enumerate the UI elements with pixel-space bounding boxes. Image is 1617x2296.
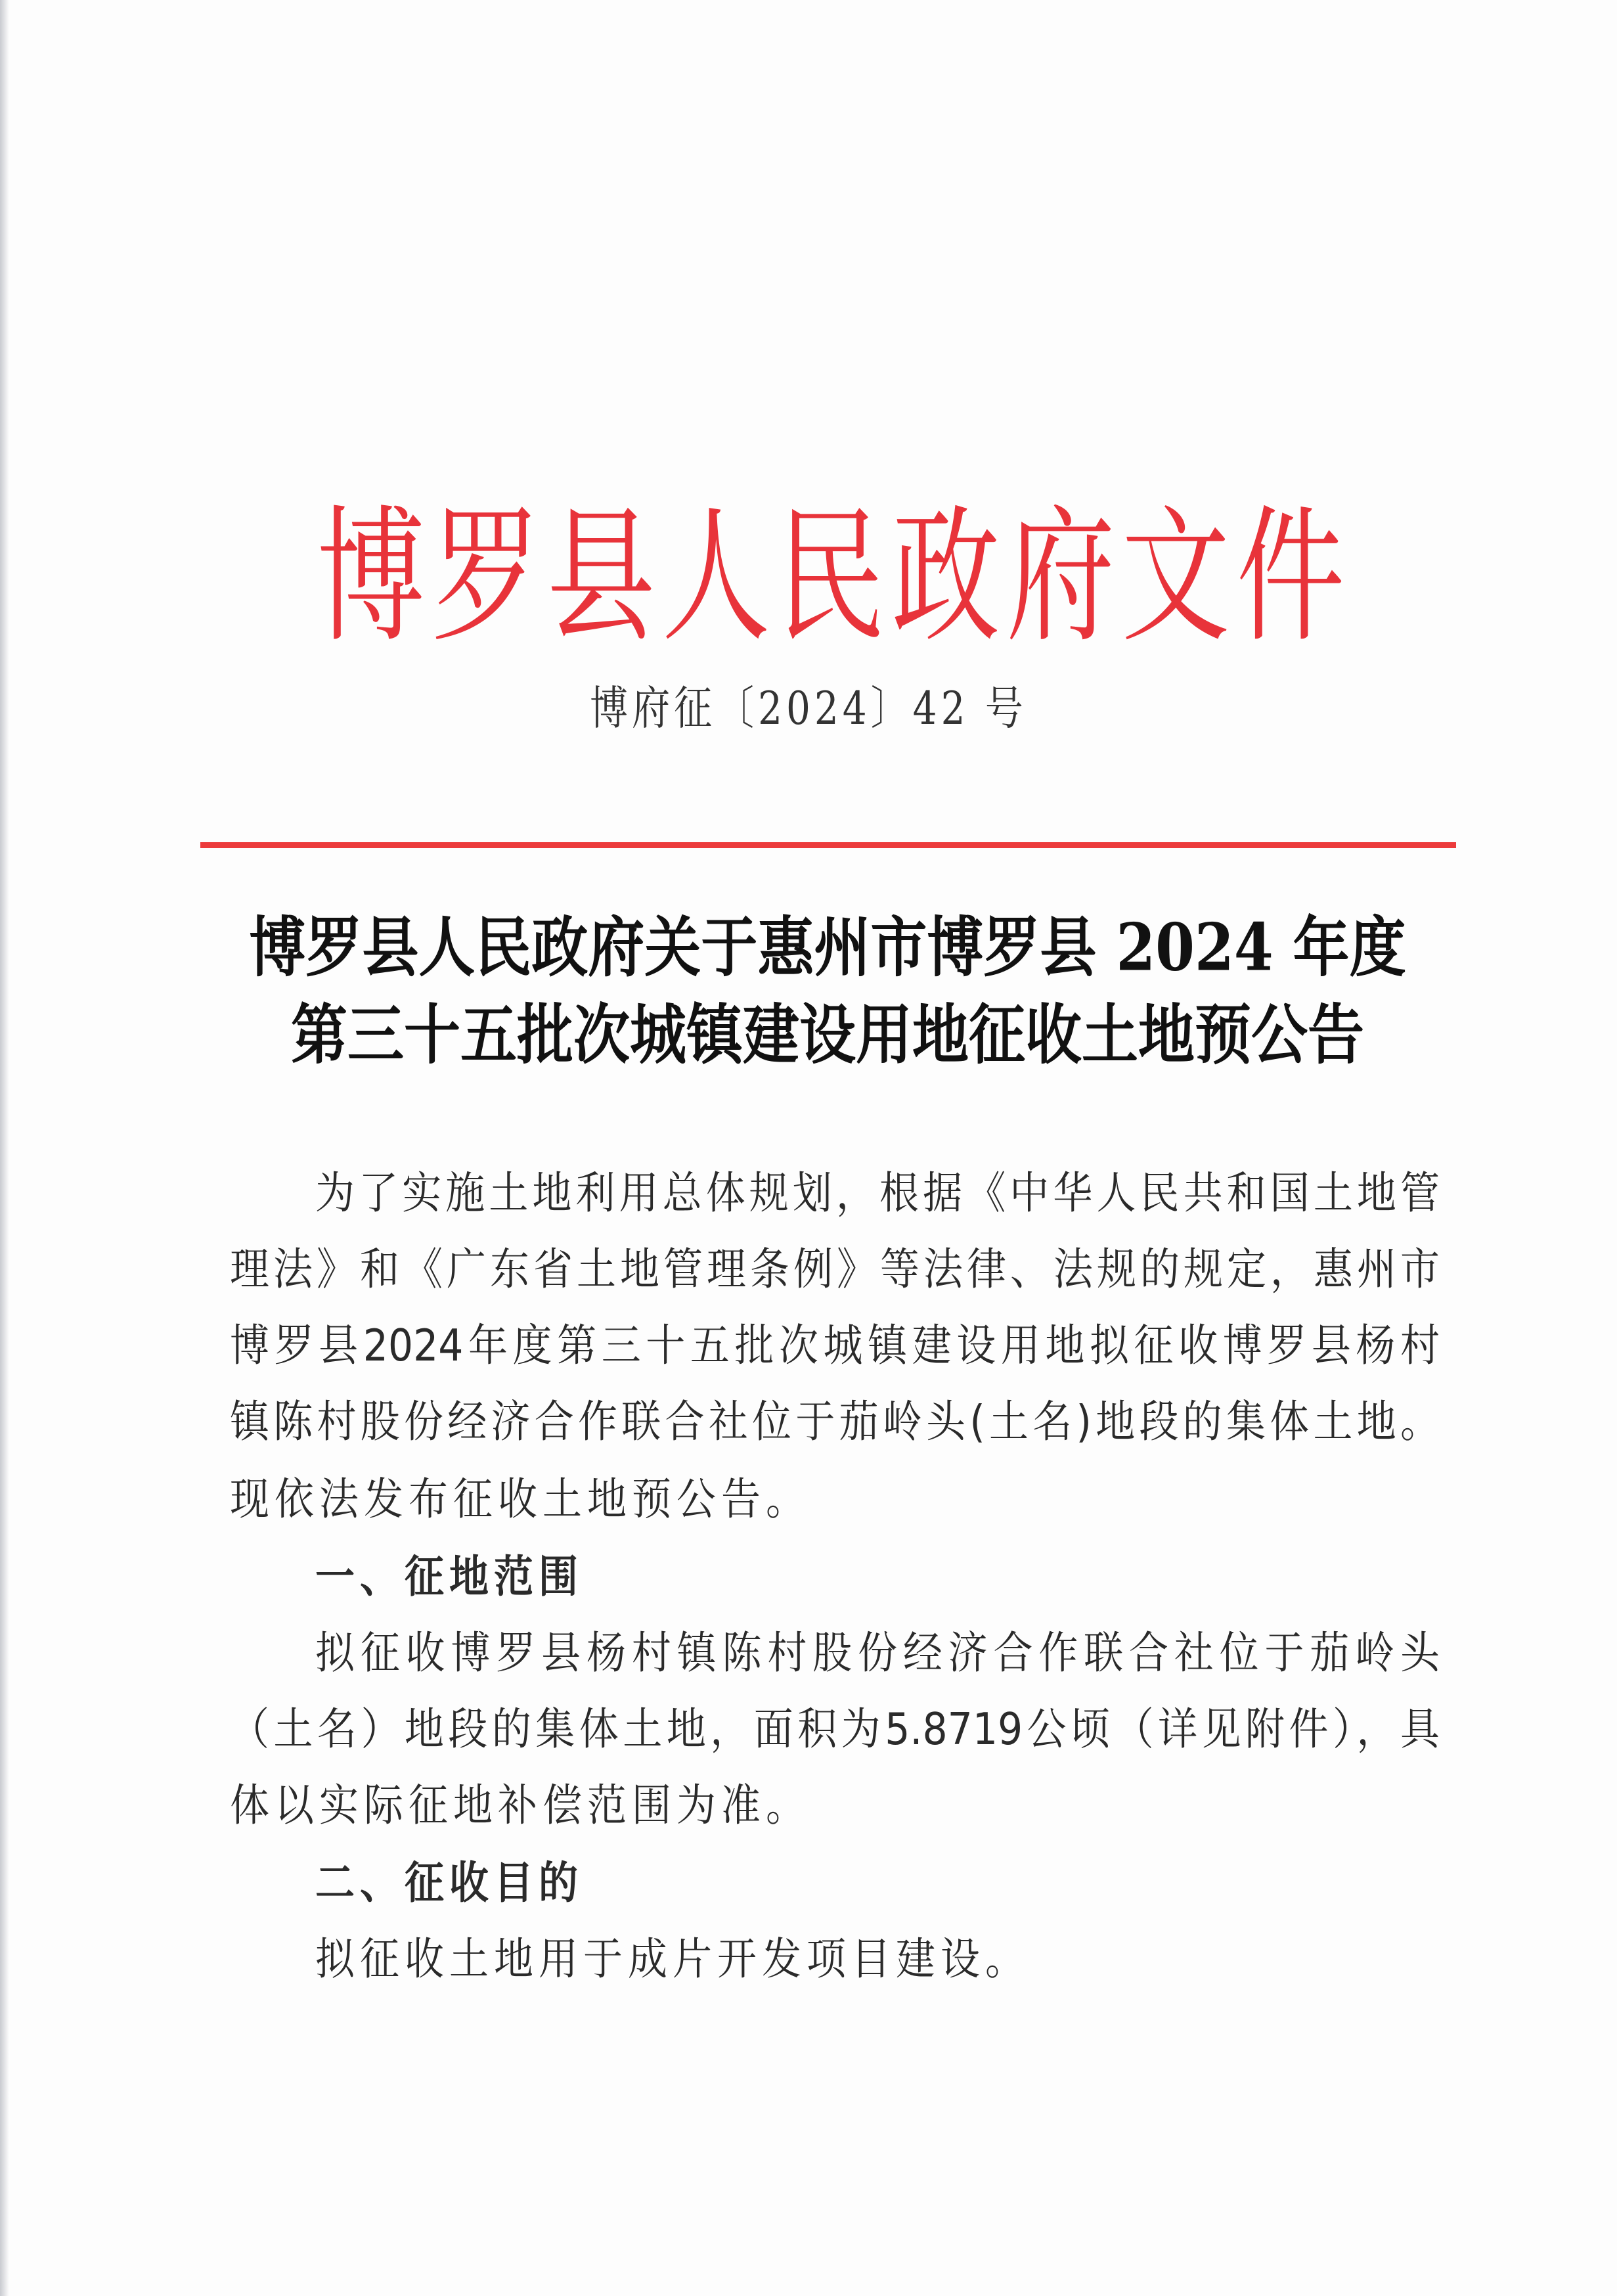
body-line: 拟征收博罗县杨村镇陈村股份经济合作联合社位于茄岭头 xyxy=(315,1627,1440,1679)
section-heading-purpose: 二、征收目的 xyxy=(315,1857,583,1909)
notice-title-line-1: 博罗县人民政府关于惠州市博罗县 2024 年度 xyxy=(249,909,1406,986)
body-line: 体以实际征地补偿范围为准。 xyxy=(230,1780,810,1832)
body-line: （土名）地段的集体土地，面积为5.8719公顷（详见附件），具 xyxy=(230,1703,1440,1755)
body-line: 博罗县2024年度第三十五批次城镇建设用地拟征收博罗县杨村 xyxy=(230,1320,1440,1372)
notice-title-line-2: 第三十五批次城镇建设用地征收土地预公告 xyxy=(291,997,1364,1073)
section-heading-scope: 一、征地范围 xyxy=(315,1551,583,1603)
page-edge-shadow xyxy=(0,0,9,2296)
body-line: 拟征收土地用于成片开发项目建设。 xyxy=(315,1933,1030,1985)
body-line: 镇陈村股份经济合作联合社位于茄岭头(土名)地段的集体土地。 xyxy=(230,1396,1440,1448)
red-divider xyxy=(200,842,1456,848)
issuer-red-title: 博罗县人民政府文件 xyxy=(317,491,1352,662)
document-number: 博府征〔2024〕42 号 xyxy=(590,681,1027,735)
body-line: 理法》和《广东省土地管理条例》等法律、法规的规定，惠州市 xyxy=(230,1244,1440,1295)
body-line: 现依法发布征收土地预公告。 xyxy=(230,1474,810,1525)
body-line: 为了实施土地利用总体规划，根据《中华人民共和国土地管 xyxy=(315,1167,1440,1219)
